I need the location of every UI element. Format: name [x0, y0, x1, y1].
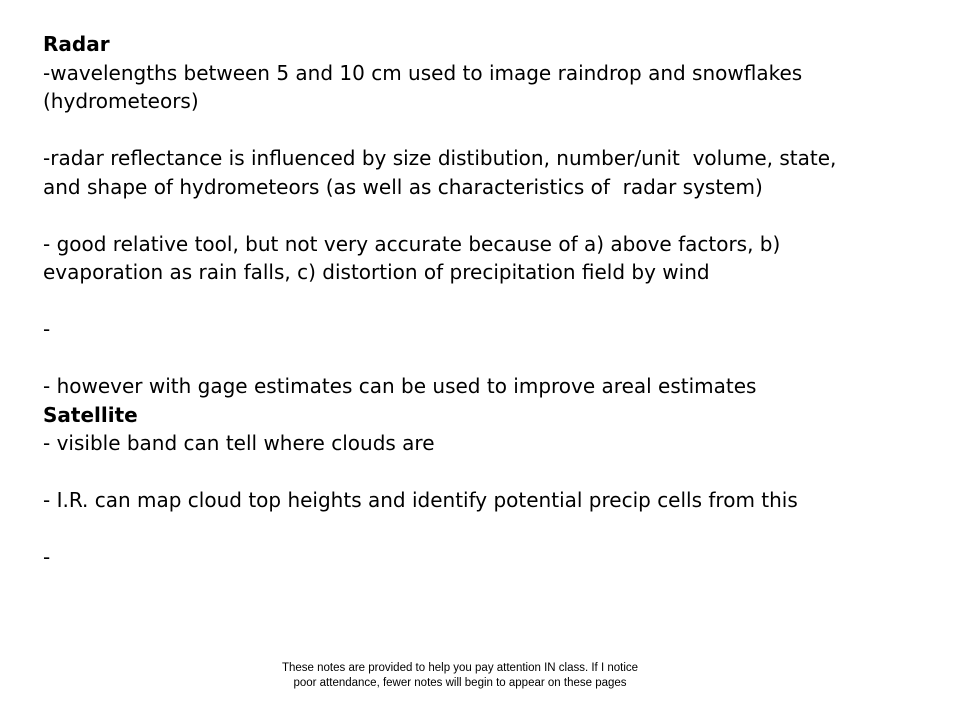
- spacer: [43, 515, 923, 544]
- satellite-heading: Satellite: [43, 402, 138, 427]
- satellite-line-3: -: [43, 545, 51, 569]
- radar-line-8: - however with gage estimates can be used to improve areal estimates: [43, 374, 757, 398]
- footer-line-1: These notes are provided to help you pay attention IN class. If I notice: [281, 662, 639, 674]
- radar-line-6: evaporation as rain falls, c) distortion of precipitation field by wind: [43, 260, 710, 284]
- spacer: [43, 201, 923, 230]
- satellite-line-2: - I.R. can map cloud top heights and identify potential precip cells from this: [43, 488, 798, 512]
- radar-line-7: -: [43, 317, 51, 341]
- satellite-line-1: - visible band can tell where clouds are: [43, 431, 435, 455]
- radar-line-3: -radar reflectance is influenced by size distibution, number/unit volume, state,: [43, 146, 837, 170]
- radar-line-2: (hydrometeors): [43, 89, 199, 113]
- radar-line-5: - good relative tool, but not very accurate because of a) above factors, b): [43, 231, 781, 256]
- slide-body: [43, 30, 923, 572]
- spacer: [43, 116, 923, 145]
- footer-note: [0, 661, 920, 691]
- spacer: [43, 287, 923, 316]
- radar-heading: Radar: [43, 32, 110, 56]
- spacer: [43, 344, 923, 373]
- radar-line-1: -wavelengths between 5 and 10 cm used to image raindrop and snowflakes: [43, 60, 803, 85]
- spacer: [43, 458, 923, 487]
- footer-line-2: poor attendance, fewer notes will begin to appear on these pages: [293, 677, 627, 689]
- radar-line-4: and shape of hydrometeors (as well as characteristics of radar system): [43, 174, 763, 199]
